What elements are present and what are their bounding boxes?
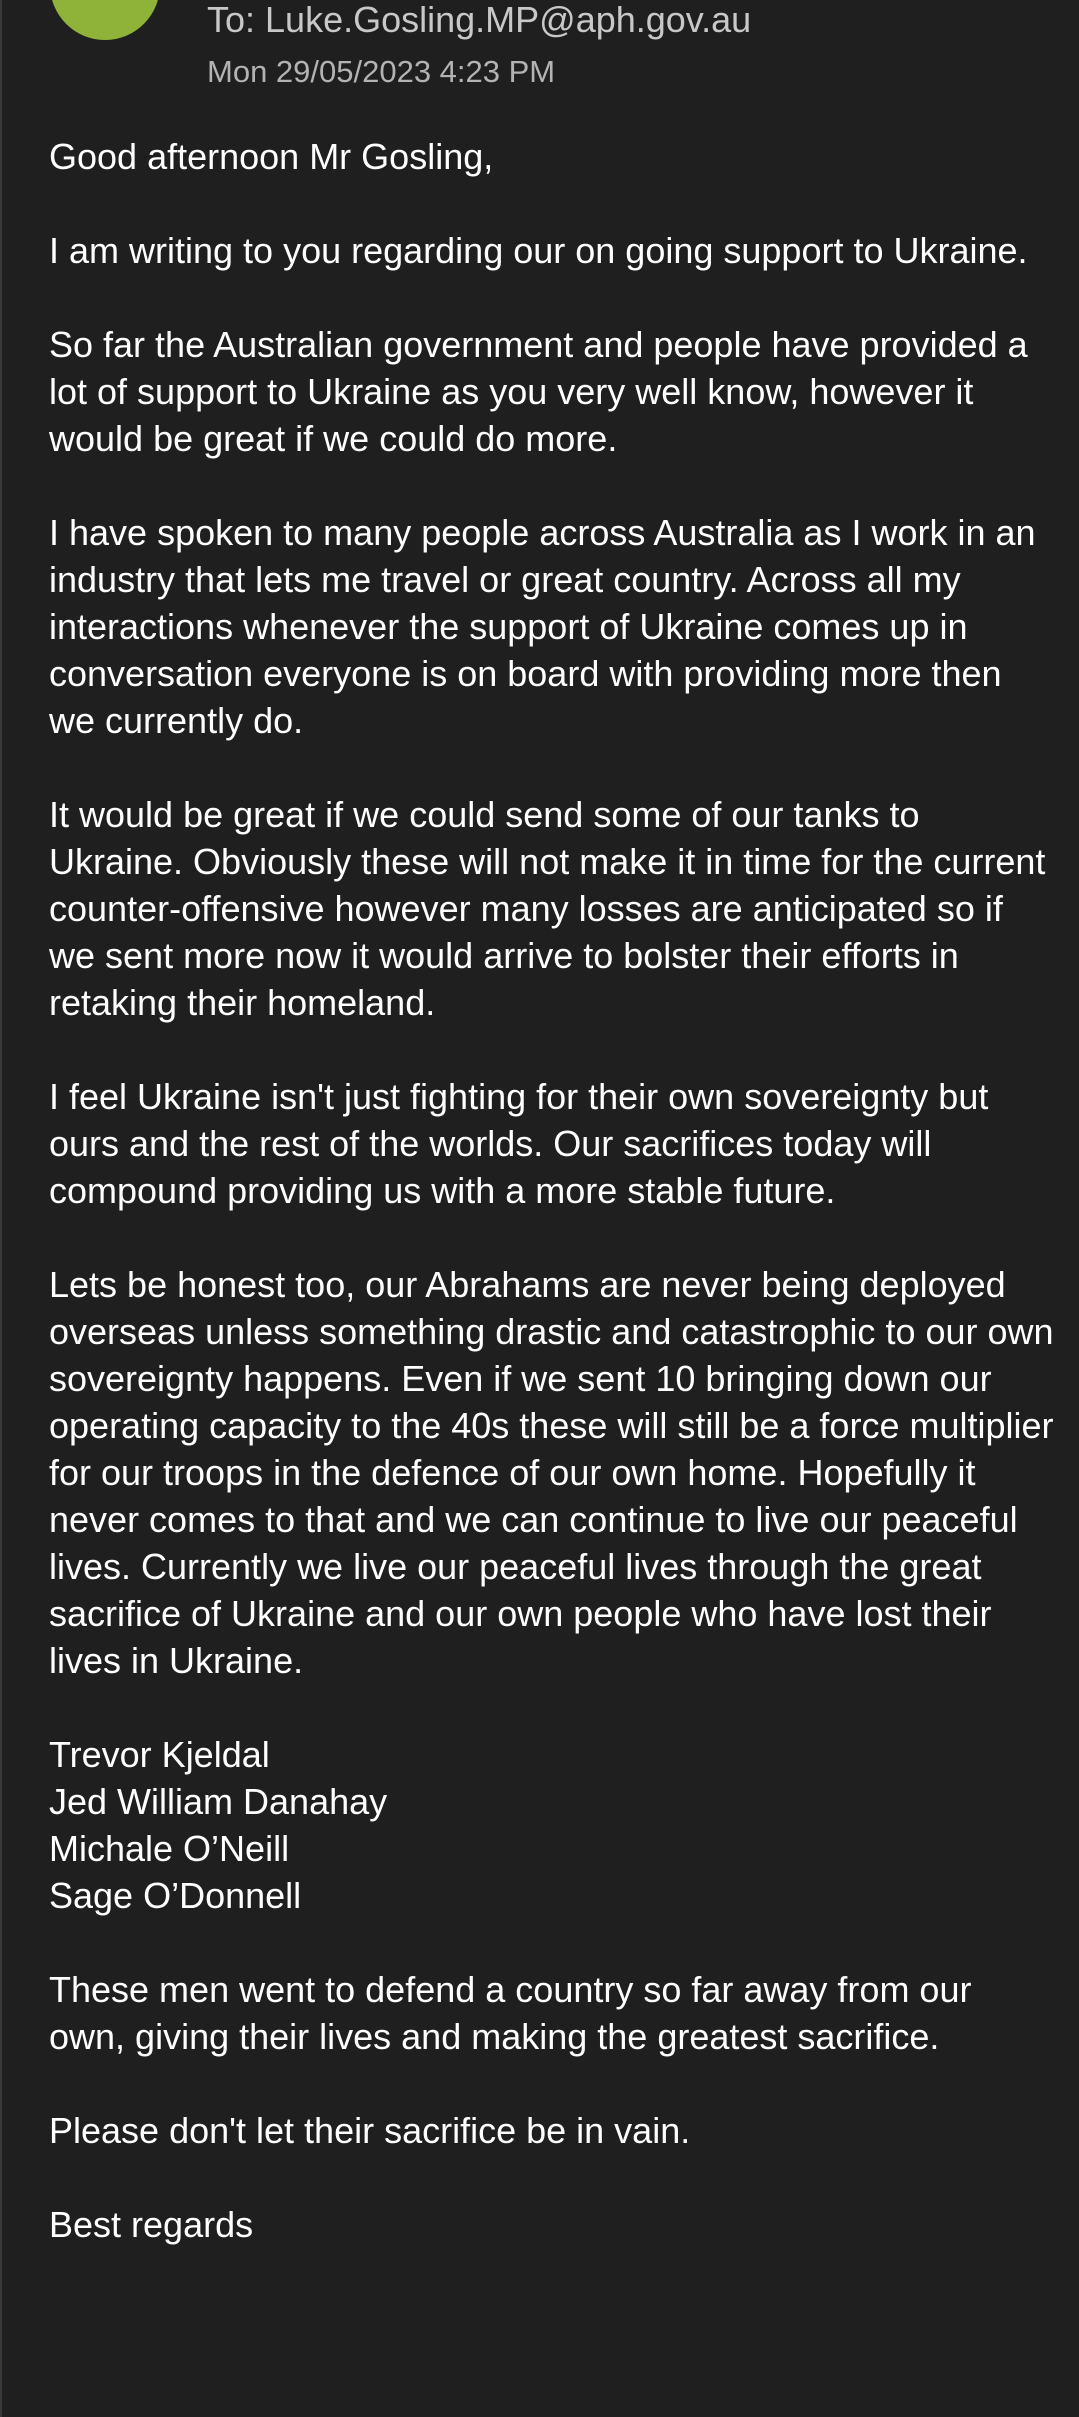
body-paragraph: I feel Ukraine isn't just fighting for their own sovereignty but ours and the rest of the worlds. Our sacrifices today will compound providing us with a more stable future. [49, 1076, 989, 1211]
email-body [49, 133, 1054, 2248]
recipient-line: To: Luke.Gosling.MP@aph.gov.au [207, 0, 752, 40]
fallen-name: Trevor Kjeldal [49, 1734, 270, 1775]
body-paragraph: I have spoken to many people across Australia as I work in an industry that lets me travel or great country. Across all my interactions whenever the support of Ukraine comes up in conversation everyone is on board with providing more then we currently do. [49, 512, 1036, 741]
sent-date: Mon 29/05/2023 4:23 PM [207, 54, 556, 89]
fallen-name: Michale O’Neill [49, 1828, 290, 1869]
fallen-name: Jed William Danahay [49, 1781, 388, 1822]
sender-avatar[interactable] [50, 0, 160, 40]
greeting: Good afternoon Mr Gosling, [49, 136, 494, 177]
body-paragraph: I am writing to you regarding our on going support to Ukraine. [49, 230, 1028, 271]
body-paragraph: So far the Australian government and people have provided a lot of support to Ukraine as you very well know, however it would be great if we could do more. [49, 324, 1028, 459]
fallen-names-list [49, 1731, 1054, 1919]
email-header [207, 0, 751, 92]
plea-line: Please don't let their sacrifice be in vain. [49, 2110, 691, 2151]
body-paragraph: It would be great if we could send some of our tanks to Ukraine. Obviously these will not make it in time for the current counter-offensive however many losses are anticipated so if we sent more now it would arrive to bolster their efforts in retaking their homeland. [49, 794, 1046, 1023]
body-paragraph: These men went to defend a country so far away from our own, giving their lives and making the greatest sacrifice. [49, 1969, 972, 2057]
fallen-name: Sage O’Donnell [49, 1875, 302, 1916]
signoff: Best regards [49, 2204, 254, 2245]
body-paragraph: Lets be honest too, our Abrahams are never being deployed overseas unless something drastic and catastrophic to our own sovereignty happens. Even if we sent 10 bringing down our operating capacity to the 40s these will still be a force multiplier for our troops in the defence of our own home. Hopefully it never comes to that and we can continue to live our peaceful lives. Currently we live our peaceful lives through the great sacrifice of Ukraine and our own people who have lost their lives in Ukraine. [49, 1264, 1054, 1681]
